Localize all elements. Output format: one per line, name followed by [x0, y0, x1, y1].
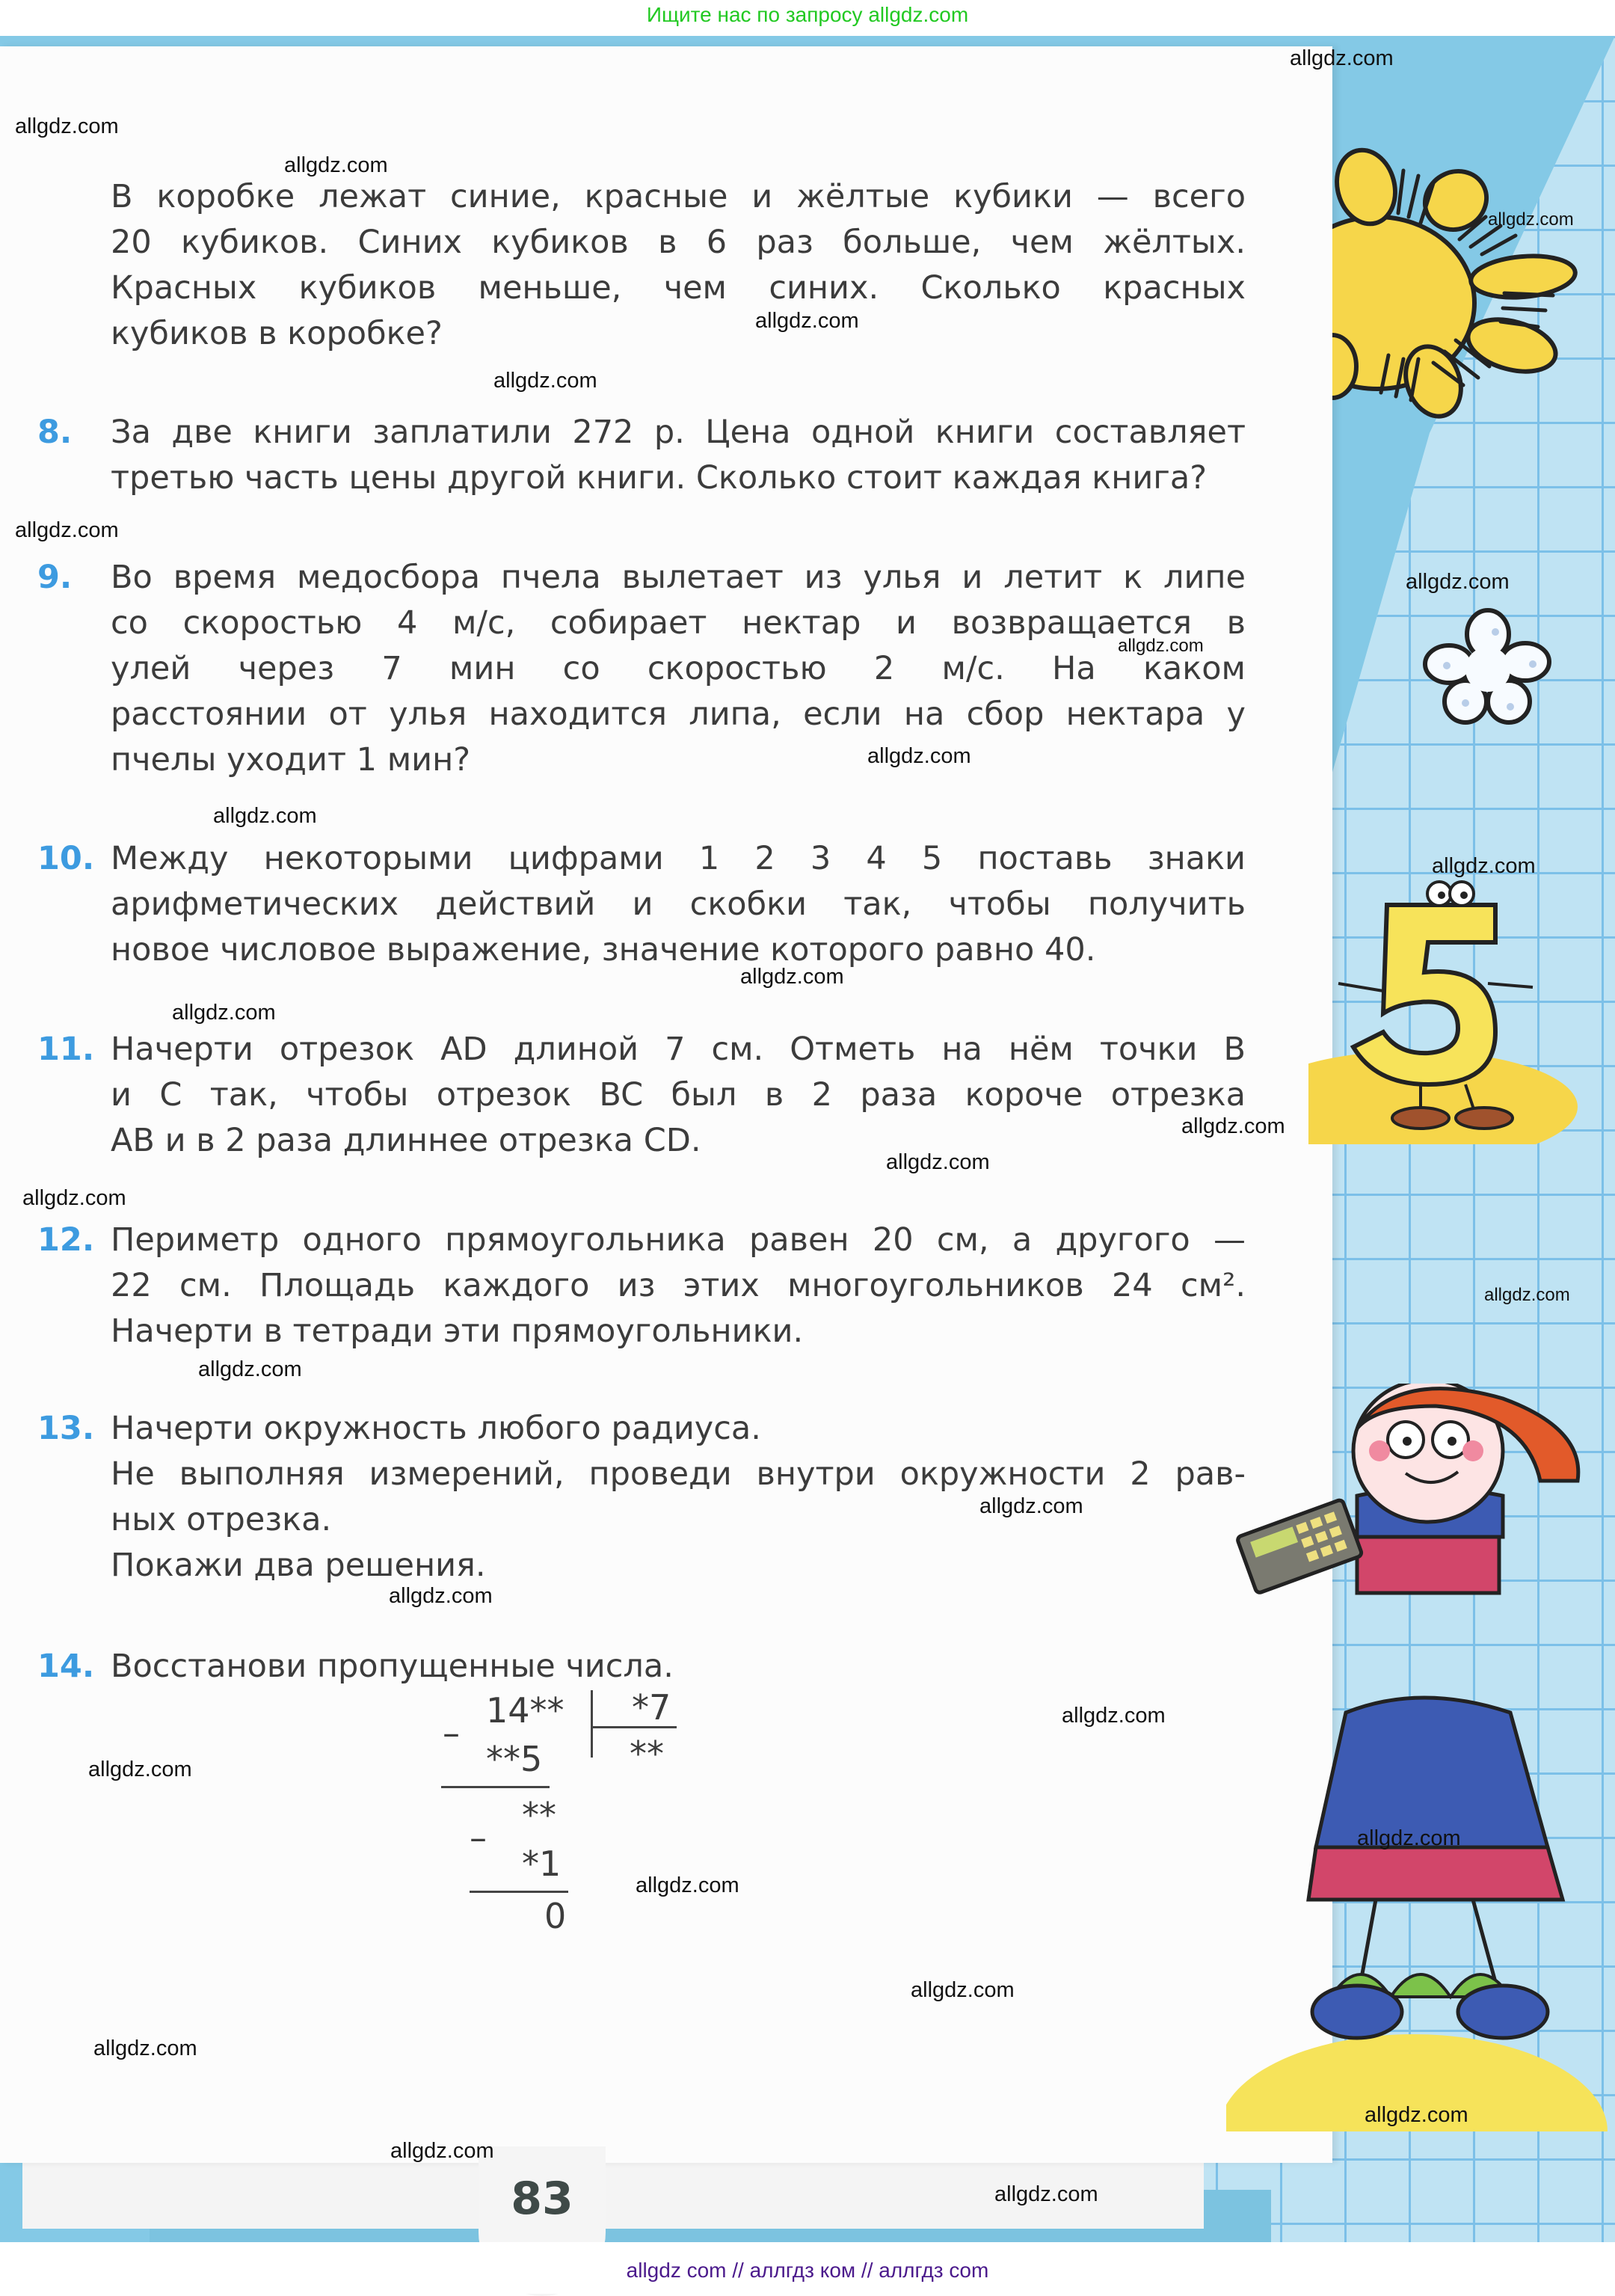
text-line: ных отрезка.: [111, 1501, 332, 1538]
task-number: 11.: [37, 1031, 95, 1068]
watermark: allgdz.com: [1118, 636, 1204, 656]
task-number: 14.: [37, 1648, 95, 1685]
subtraction-line: [470, 1891, 568, 1893]
watermark: allgdz.com: [88, 1758, 192, 1781]
watermark: allgdz.com: [636, 1873, 739, 1897]
watermark: allgdz.com: [1181, 1114, 1285, 1138]
text-line: Красных кубиков меньше, чем синих. Сколько красных: [111, 269, 1246, 307]
text-line: 20 кубиков. Синих кубиков в 6 раз больше, чем жёлтых.: [111, 224, 1246, 261]
watermark: allgdz.com: [172, 1001, 276, 1025]
text-line: кубиков в коробке?: [111, 315, 443, 352]
promo-text[interactable]: Ищите нас по запросу allgdz.com: [646, 3, 969, 26]
watermark: allgdz.com: [493, 369, 597, 393]
minus-sign: –: [470, 1817, 487, 1858]
task-number: 9.: [37, 559, 73, 596]
watermark: allgdz.com: [15, 114, 119, 138]
watermark: allgdz.com: [867, 744, 971, 768]
number-five-character: [1308, 860, 1578, 1144]
text-line: Не выполняя измерений, проведи внутри окружности 2 рав-: [111, 1455, 1246, 1493]
watermark: allgdz.com: [389, 1584, 493, 1608]
top-promo-strip: [0, 0, 1615, 36]
partial-remainder: **: [522, 1795, 556, 1835]
text-line: улей через 7 мин со скоростью 2 м/с. На каком: [111, 650, 1246, 687]
text-line: и C так, чтобы отрезок BC был в 2 раза короче отрезка: [111, 1076, 1246, 1114]
long-division-puzzle: [434, 1683, 733, 1982]
watermark: allgdz.com: [1488, 209, 1574, 230]
watermark: allgdz.com: [994, 2182, 1098, 2206]
watermark: allgdz.com: [911, 1978, 1015, 2002]
text-line: Начерти отрезок AD длиной 7 см. Отметь на нём точки B: [111, 1031, 1246, 1068]
task-number: 13.: [37, 1410, 95, 1447]
text-line: AB и в 2 раза длиннее отрезка CD.: [111, 1122, 701, 1159]
watermark: allgdz.com: [1290, 46, 1394, 70]
text-line: третью часть цены другой книги. Сколько стоит каждая книга?: [111, 459, 1208, 497]
watermark: allgdz.com: [1365, 2103, 1468, 2127]
watermark: allgdz.com: [15, 518, 119, 542]
watermark: allgdz.com: [198, 1357, 302, 1381]
minus-sign: –: [443, 1713, 460, 1753]
footer-strip: [0, 2242, 1615, 2294]
text-line: арифметических действий и скобки так, чтобы получить: [111, 885, 1246, 923]
watermark: allgdz.com: [22, 1186, 126, 1210]
divisor: *7: [632, 1687, 671, 1728]
task-text: [111, 1218, 1246, 1354]
watermark: allgdz.com: [1484, 1285, 1570, 1305]
watermark: allgdz.com: [93, 2036, 197, 2060]
quotient: **: [630, 1734, 664, 1774]
task-text: [111, 410, 1246, 501]
text-line: пчелы уходит 1 мин?: [111, 741, 471, 779]
watermark: allgdz.com: [1432, 854, 1536, 878]
task-text: [111, 836, 1246, 973]
text-line: 22 см. Площадь каждого из этих многоугольников 24 см².: [111, 1267, 1246, 1304]
watermark: allgdz.com: [886, 1150, 990, 1174]
watermark: allgdz.com: [755, 309, 859, 333]
remainder: 0: [544, 1896, 567, 1936]
watermark: allgdz.com: [979, 1494, 1083, 1518]
subtraction-line: [441, 1786, 550, 1788]
task-intro-text: [111, 174, 1246, 357]
text-line: Периметр одного прямоугольника равен 20 см, а другого —: [111, 1221, 1246, 1259]
text-line: Во время медосбора пчела вылетает из улья и летит к липе: [111, 559, 1246, 596]
sun-icon: [1332, 142, 1615, 516]
task-text: [111, 555, 1246, 783]
text-line: новое числовое выражение, значение которого равно 40.: [111, 931, 1096, 969]
girl-with-calculator: [1226, 1384, 1615, 2131]
watermark: allgdz.com: [1357, 1826, 1461, 1850]
page-number: 83: [511, 2173, 573, 2225]
watermark: allgdz.com: [1062, 1704, 1166, 1728]
text-line: Между некоторыми цифрами 1 2 3 4 5 поставь знаки: [111, 840, 1246, 877]
watermark: allgdz.com: [390, 2139, 494, 2163]
watermark: allgdz.com: [213, 804, 317, 828]
text-line: расстоянии от улья находится липа, если на сбор нектара у: [111, 696, 1246, 733]
flower-icon: [1421, 606, 1555, 725]
watermark: allgdz.com: [284, 153, 388, 177]
first-subtrahend: **5: [486, 1739, 543, 1779]
dividend: 14**: [486, 1690, 565, 1731]
text-line: Начерти в тетради эти прямоугольники.: [111, 1313, 804, 1350]
text-line: Восстанови пропущенные числа.: [111, 1648, 674, 1685]
watermark: allgdz.com: [740, 965, 844, 989]
task-number: 12.: [37, 1221, 95, 1259]
text-line: со скоростью 4 м/с, собирает нектар и возвращается в: [111, 604, 1246, 642]
text-line: За две книги заплатили 272 р. Цена одной книги составляет: [111, 414, 1246, 451]
watermark: allgdz.com: [1406, 570, 1510, 594]
task-number: 8.: [37, 414, 73, 451]
text-line: Покажи два решения.: [111, 1547, 486, 1584]
second-subtrahend: *1: [522, 1844, 562, 1884]
task-text: [111, 1027, 1246, 1164]
text-line: Начерти окружность любого радиуса.: [111, 1410, 761, 1447]
task-number: 10.: [37, 840, 95, 877]
footer-links[interactable]: allgdz com // аллгдз ком // аллгдз com: [626, 2259, 989, 2282]
division-bar-vertical: [591, 1690, 593, 1758]
text-line: В коробке лежат синие, красные и жёлтые кубики — всего: [111, 178, 1246, 215]
